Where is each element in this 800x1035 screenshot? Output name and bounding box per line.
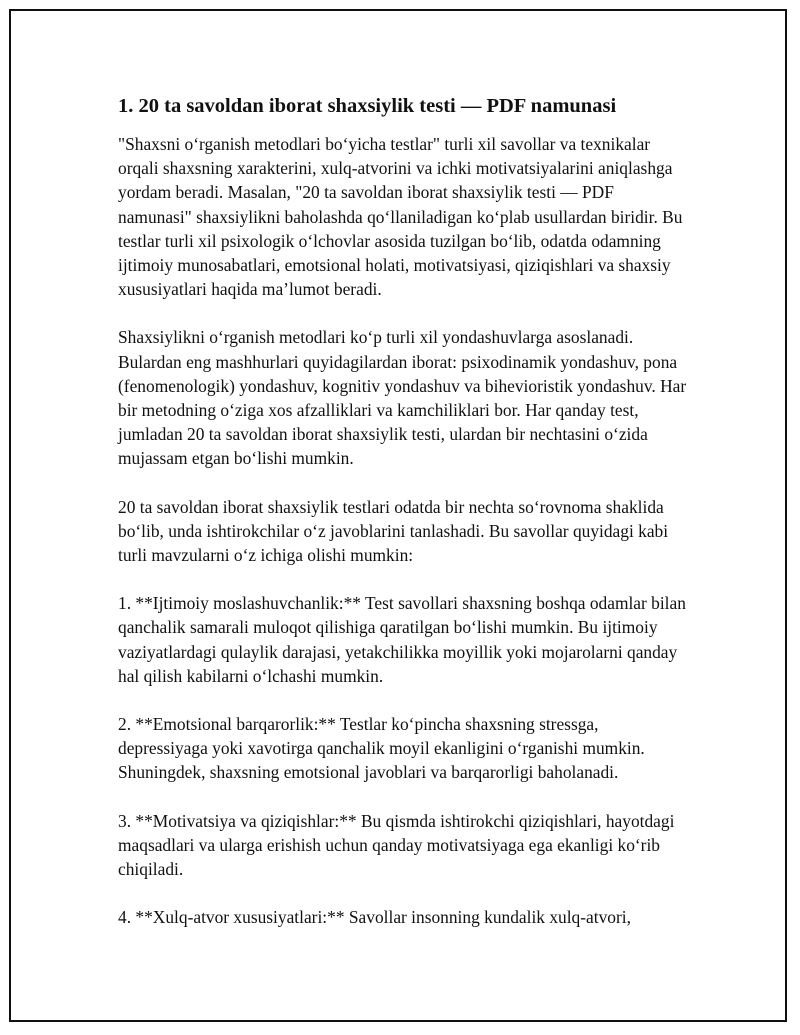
- list-item-emotional-stability: 2. **Emotsional barqarorlik:** Testlar ko‘pincha shaxsning stressga, depressiyaga yoki xavotirga qanchalik moyil ekanligini o‘rganishi mumkin. Shuningdek, shaxsning emotsional javoblari va barqarorligi baholanadi.: [118, 714, 645, 783]
- paragraph-test-format: 20 ta savoldan iborat shaxsiylik testlari odatda bir nechta so‘rovnoma shaklida bo‘lib, unda ishtirokchilar o‘z javoblarini tanlashadi. Bu savollar quyidagi kabi turli mavzularni o‘z ichiga olishi mumkin:: [118, 496, 669, 566]
- document-title: 1. 20 ta savoldan iborat shaxsiylik testi — PDF namunasi: [118, 95, 617, 117]
- list-item-motivation-interests: 3. **Motivatsiya va qiziqishlar:** Bu qismda ishtirokchi qiziqishlari, hayotdagi maqsadlari va ularga erishish uchun qanday motivatsiyaga ega ekanligi ko‘rib chiqiladi.: [118, 810, 675, 880]
- list-item-behavior-traits: 4. **Xulq-atvor xususiyatlari:** Savollar insonning kundalik xulq-atvori,: [118, 907, 631, 928]
- document-body: [118, 92, 688, 953]
- paragraph-intro: "Shaxsni o‘rganish metodlari bo‘yicha testlar" turli xil savollar va texnikalar orqali shaxsning xarakterini, xulq-atvorini va ichki motivatsiyalarini aniqlashga yordam beradi. Masalan, "20 ta savoldan iborat shaxsiylik testi — PDF namunasi" shaxsiylikni baholashda qo‘llaniladigan ko‘plab usullardan biridir. Bu testlar turli xil psixologik o‘lchovlar asosida tuzilgan bo‘lib, odatda odamning ijtimoiy munosabatlari, emotsional holati, motivatsiyasi, qiziqishlari va shaxsiy xususiyatlari haqida ma’lumot beradi.: [118, 134, 683, 300]
- paragraph-methods: Shaxsiylikni o‘rganish metodlari ko‘p turli xil yondashuvlarga asoslanadi. Bulardan eng mashhurlari quyidagilardan iborat: psixodinamik yondashuv, pona (fenomenologik) yondashuv, kognitiv yondashuv va bihevioristik yondashuv. Har bir metodning o‘ziga xos afzalliklari va kamchiliklari bor. Har qanday test, jumladan 20 ta savoldan iborat shaxsiylik testi, ulardan bir nechtasini o‘zida mujassam etgan bo‘lishi mumkin.: [118, 327, 687, 469]
- list-item-social-adaptability: 1. **Ijtimoiy moslashuvchanlik:** Test savollari shaxsning boshqa odamlar bilan qanchalik samarali muloqot qilishiga qaratilgan bo‘lishi mumkin. Bu ijtimoiy vaziyatlardagi qulaylik darajasi, yetakchilikka moyillik yoki mojarolarni qanday hal qilish kabilarni o‘lchashi mumkin.: [118, 593, 686, 686]
